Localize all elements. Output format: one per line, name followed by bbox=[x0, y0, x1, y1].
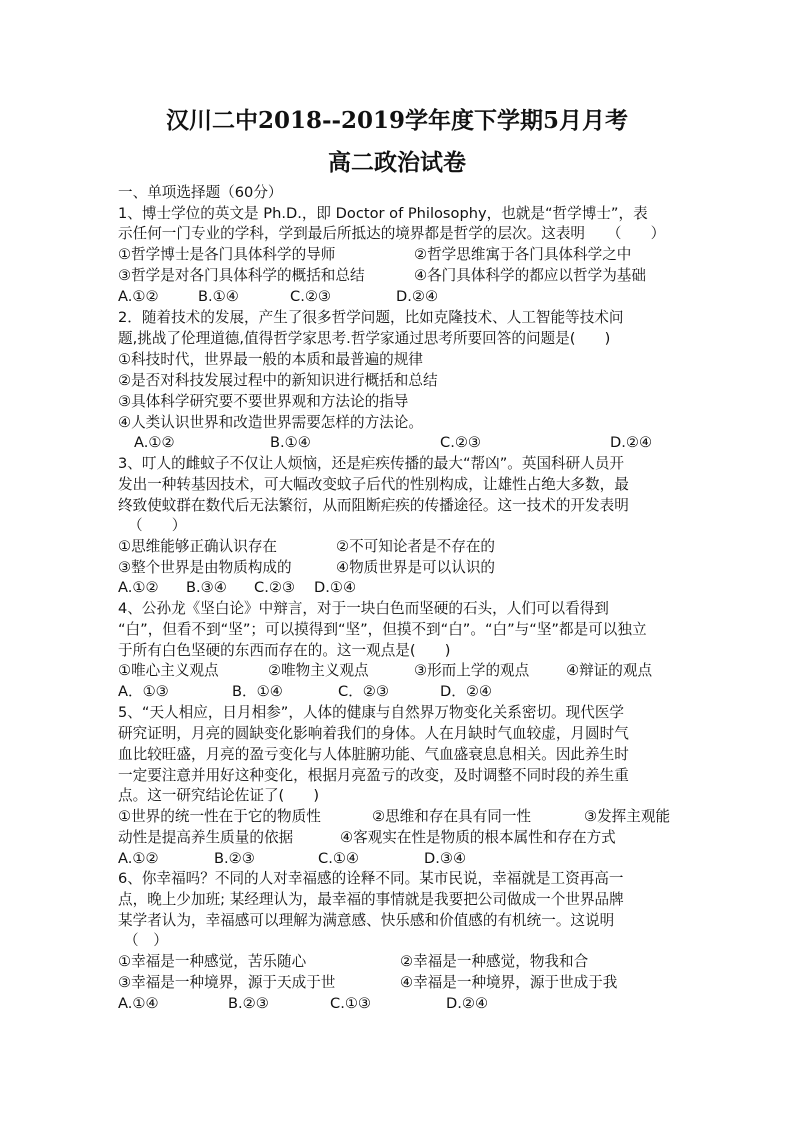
q3-option-a: A.①② bbox=[118, 579, 159, 596]
q6-stem-line-1: 6、你幸福吗？不同的人对幸福感的诠释不同。某市民说，幸福就是工资再高一 bbox=[118, 870, 624, 887]
q5-option-d: D.③④ bbox=[424, 850, 467, 867]
q4-stem-line-1: 4、公孙龙《坚白论》中辩言，对于一块白色而坚硬的石头，人们可以看得到 bbox=[118, 600, 609, 617]
q1-stem-line-2: 示任何一门专业的学科，学到最后所抵达的境界都是哲学的层次。这表明 （ ） bbox=[118, 225, 666, 242]
q4-stem-line-3: 于所有白色坚硬的东西而存在的。这一观点是( ) bbox=[118, 642, 451, 659]
q3-item-4: ④物质世界是可以认识的 bbox=[336, 559, 496, 576]
q3-stem-line-1: 3、叮人的雌蚊子不仅让人烦恼，还是疟疾传播的最大“帮凶”。英国科研人员开 bbox=[118, 455, 625, 472]
q2-option-c: C.②③ bbox=[440, 434, 481, 451]
q6-item-4: ④幸福是一种境界，源于世成于我 bbox=[400, 974, 618, 991]
q4-stem-line-2: “白”，但看不到“坚”；可以摸得到“坚”，但摸不到“白”。“白”与“坚”都是可以独立 bbox=[118, 621, 647, 638]
q1-option-b: B.①④ bbox=[198, 288, 239, 305]
q4-item-4: ④辩证的观点 bbox=[566, 662, 653, 679]
q4-option-a: A．①③ bbox=[118, 683, 169, 700]
q1-option-a: A.①② bbox=[118, 288, 159, 305]
q6-option-a: A.①④ bbox=[118, 995, 159, 1012]
q5-item-4: ④客观实在性是物质的根本属性和存在方式 bbox=[340, 829, 616, 846]
q3-item-3: ③整个世界是由物质构成的 bbox=[118, 559, 292, 576]
q3-option-d: D.①④ bbox=[314, 579, 357, 596]
q2-item-4: ④人类认识世界和改造世界需要怎样的方法论。 bbox=[118, 414, 423, 431]
q6-stem-line-3: 某学者认为，幸福感可以理解为满意感、快乐感和价值感的有机统一。这说明 bbox=[118, 912, 615, 929]
q3-option-c: C.②③ bbox=[254, 579, 295, 596]
q2-item-1: ①科技时代，世界最一般的本质和最普遍的规律 bbox=[118, 351, 423, 368]
q3-stem-line-4: （ ） bbox=[128, 517, 187, 534]
q1-item-3: ③哲学是对各门具体科学的概括和总结 bbox=[118, 267, 365, 284]
q1-item-2: ②哲学思维寓于各门具体科学之中 bbox=[414, 246, 632, 263]
q6-item-3: ③幸福是一种境界，源于天成于世 bbox=[118, 974, 336, 991]
q5-option-b: B.②③ bbox=[214, 850, 255, 867]
q6-stem-line-4: （ ） bbox=[124, 932, 168, 949]
q5-stem-line-4: 一定要注意并用好这种变化，根据月亮盈亏的改变，及时调整不同时段的养生重 bbox=[118, 767, 629, 784]
q5-item-3-cont: 动性是提高养生质量的依据 bbox=[118, 829, 294, 846]
q3-item-1: ①思维能够正确认识存在 bbox=[118, 538, 278, 555]
q3-stem-line-3: 终致使蚊群在数代后无法繁衍，从而阻断疟疾的传播途径。这一技术的开发表明 bbox=[118, 497, 629, 514]
q4-option-b: B．①④ bbox=[232, 683, 283, 700]
q3-stem-line-2: 发出一种转基因技术，可大幅改变蚊子后代的性别构成，让雄性占绝大多数，最 bbox=[118, 476, 629, 493]
q2-stem-line-2: 题,挑战了伦理道德,值得哲学家思考.哲学家通过思考所要回答的问题是( ) bbox=[118, 330, 611, 347]
q5-stem-line-2: 研究证明，月亮的圆缺变化影响着我们的身体。人在月缺时气血较虚，月圆时气 bbox=[118, 725, 629, 742]
q5-stem-line-5: 点。这一研究结论佐证了( ) bbox=[118, 787, 320, 804]
q2-item-3: ③具体科学研究要不要世界观和方法论的指导 bbox=[118, 393, 409, 410]
q4-item-3: ③形而上学的观点 bbox=[414, 662, 530, 679]
q5-option-c: C.①④ bbox=[318, 850, 359, 867]
q5-stem-line-3: 血比较旺盛，月亮的盈亏变化与人体脏腑功能、气血盛衰息息相关。因此养生时 bbox=[118, 746, 629, 763]
q5-stem-line-1: 5、“天人相应，日月相参”，人体的健康与自然界万物变化关系密切。现代医学 bbox=[118, 704, 625, 721]
q6-item-2: ②幸福是一种感觉，物我和合 bbox=[400, 953, 589, 970]
q3-item-2: ②不可知论者是不存在的 bbox=[336, 538, 496, 555]
q6-option-d: D.②④ bbox=[446, 995, 489, 1012]
exam-subtitle: 高二政治试卷 bbox=[328, 149, 466, 176]
q1-item-1: ①哲学博士是各门具体科学的导师 bbox=[118, 246, 336, 263]
q5-item-2: ②思维和存在具有同一性 bbox=[372, 808, 532, 825]
q1-option-d: D.②④ bbox=[396, 288, 439, 305]
q6-option-b: B.②③ bbox=[228, 995, 269, 1012]
q5-item-1: ①世界的统一性在于它的物质性 bbox=[118, 808, 321, 825]
q6-stem-line-2: 点，晚上少加班; 某经理认为，最幸福的事情就是我要把公司做成一个世界品牌 bbox=[118, 891, 624, 908]
q2-option-b: B.①④ bbox=[270, 434, 311, 451]
q2-item-2: ②是否对科技发展过程中的新知识进行概括和总结 bbox=[118, 372, 438, 389]
q4-option-d: D．②④ bbox=[440, 683, 492, 700]
q1-stem-line-1: 1、博士学位的英文是 Ph.D.，即 Doctor of Philosophy，也就是“哲学博士”，表 bbox=[118, 205, 648, 222]
q3-option-b: B.③④ bbox=[186, 579, 227, 596]
exam-title: 汉川二中2018--2019学年度下学期5月月考 bbox=[165, 107, 629, 134]
q2-option-d: D.②④ bbox=[610, 434, 653, 451]
q2-stem-line-1: 2．随着技术的发展，产生了很多哲学问题，比如克隆技术、人工智能等技术问 bbox=[118, 309, 624, 326]
q4-item-2: ②唯物主义观点 bbox=[268, 662, 369, 679]
q4-item-1: ①唯心主义观点 bbox=[118, 662, 219, 679]
q4-option-c: C．②③ bbox=[338, 683, 389, 700]
q6-option-c: C.①③ bbox=[330, 995, 371, 1012]
q2-option-a: A.①② bbox=[134, 434, 175, 451]
section-heading: 一、单项选择题（60分） bbox=[118, 184, 283, 201]
q1-item-4: ④各门具体科学的都应以哲学为基础 bbox=[414, 267, 646, 284]
q5-option-a: A.①② bbox=[118, 850, 159, 867]
q1-option-c: C.②③ bbox=[290, 288, 331, 305]
q5-item-3: ③发挥主观能 bbox=[584, 808, 671, 825]
q6-item-1: ①幸福是一种感觉，苦乐随心 bbox=[118, 953, 307, 970]
